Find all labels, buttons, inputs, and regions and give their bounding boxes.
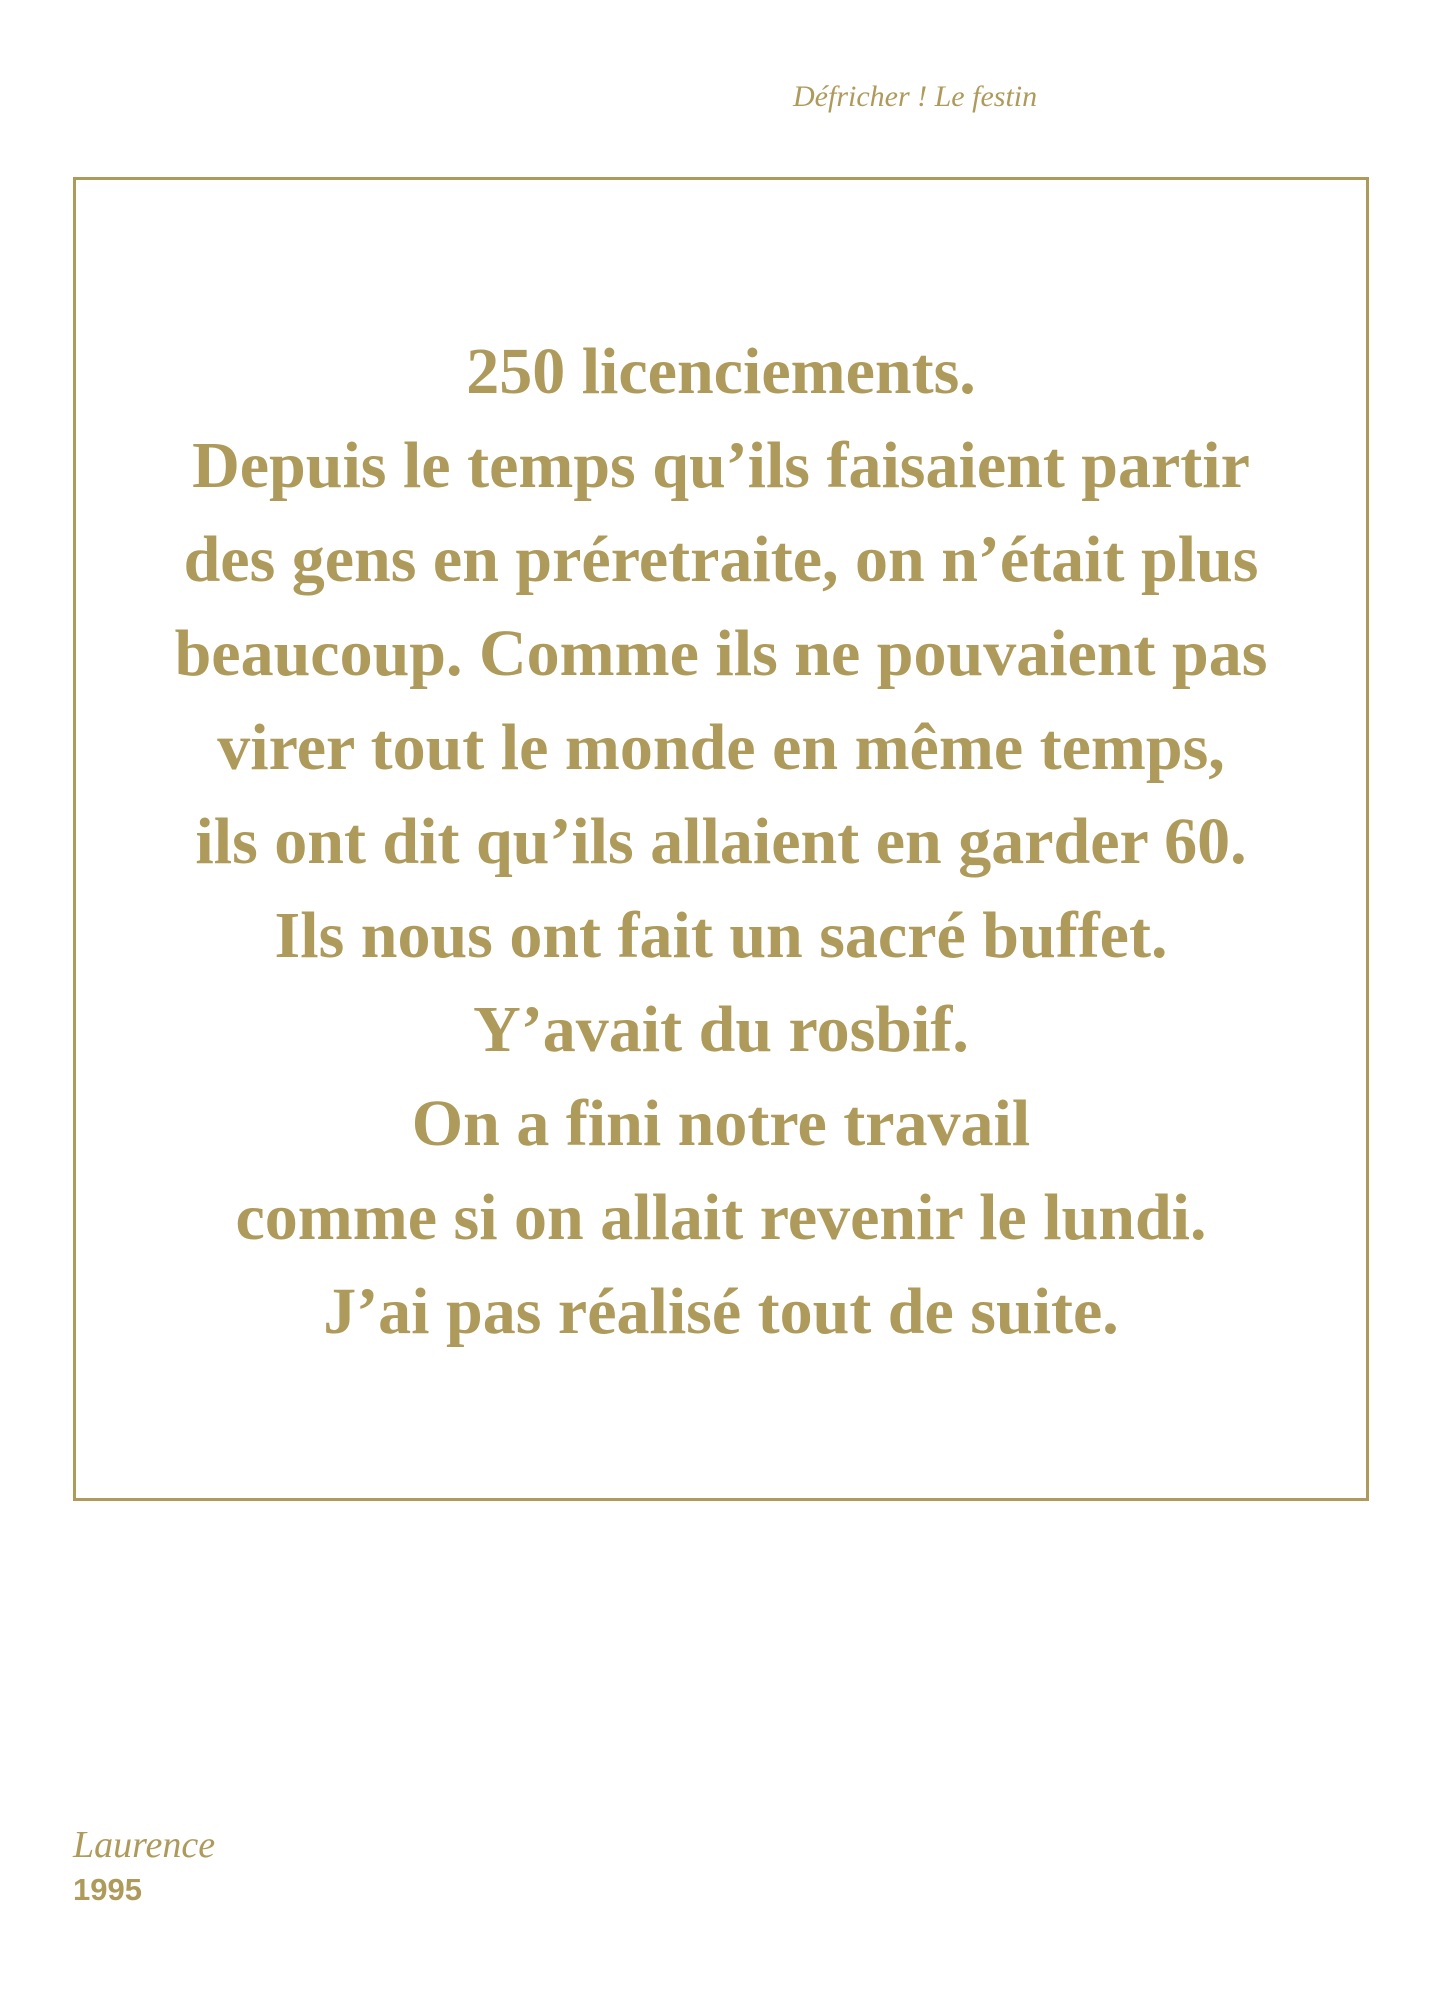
quote-line: comme si on allait revenir le lundi.: [235, 1181, 1207, 1254]
running-title: Défricher ! Le festin: [793, 80, 1038, 113]
author-name: Laurence: [73, 1824, 216, 1866]
quote-line: ils ont dit qu’ils allaient en garder 60.: [195, 805, 1247, 878]
quote-line: 250 licenciements.: [466, 335, 976, 408]
quote-line: On a fini notre travail: [411, 1087, 1031, 1160]
author-year: 1995: [73, 1872, 142, 1907]
quote-body: [76, 325, 1366, 1359]
attribution: [73, 1822, 215, 1912]
quote-line: Depuis le temps qu’ils faisaient partir: [192, 429, 1250, 502]
quote-line: J’ai pas réalisé tout de suite.: [323, 1275, 1119, 1348]
running-header: [0, 80, 1444, 120]
quote-frame: [73, 177, 1369, 1501]
quote-line: beaucoup. Comme ils ne pouvaient pas: [174, 617, 1268, 690]
quote-line: des gens en préretraite, on n’était plus: [183, 523, 1259, 596]
quote-line: virer tout le monde en même temps,: [217, 711, 1225, 784]
quote-line: Ils nous ont fait un sacré buffet.: [274, 899, 1168, 972]
quote-line: Y’avait du rosbif.: [473, 993, 969, 1066]
